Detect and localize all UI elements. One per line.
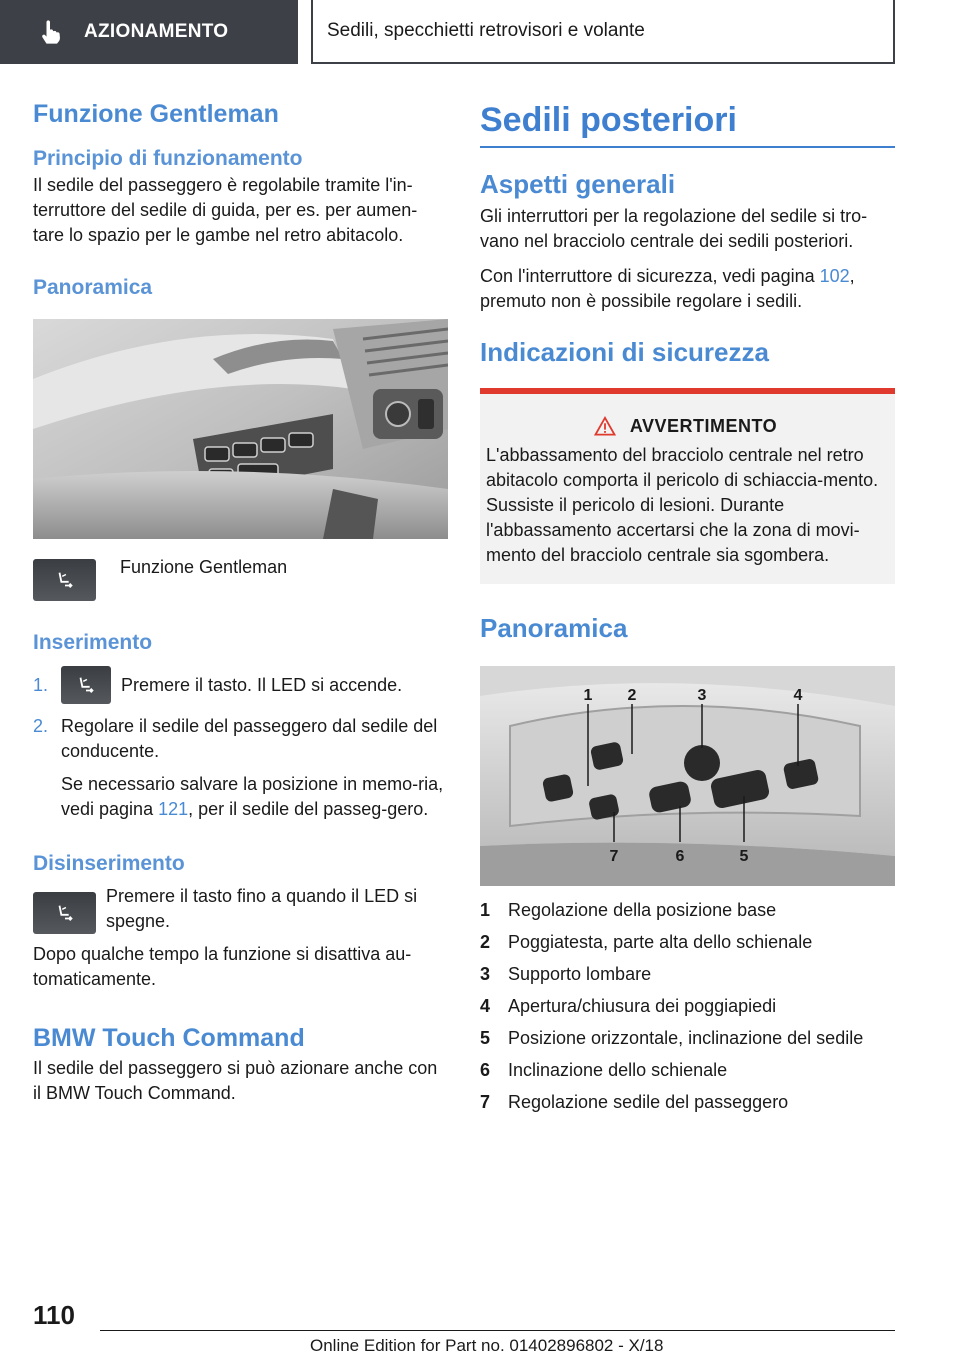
panoramica-heading-right: Panoramica — [480, 612, 628, 643]
touch-command-heading: BMW Touch Command — [33, 1023, 305, 1052]
chapter-title: Sedili, specchietti retrovisori e volante — [327, 20, 645, 41]
legend-item: 3 Supporto lombare — [480, 963, 652, 984]
page-link-102[interactable]: 102 — [819, 265, 850, 286]
principio-text: Il sedile del passeggero è regolabile tramite l'in-terruttore del sedile di guida, per es. per aumen-tare lo spazio per le gambe nel retro abitacolo. — [33, 174, 418, 245]
step-item: 1. Premere il tasto. Il LED si accende. — [33, 666, 448, 704]
step-item: 2. Regolare il sedile del passeggero dal sedile del conducente. Se necessario salvare la posizione in memo-ria, vedi pagina 121, per il sedile del passeg-gero. — [33, 714, 448, 822]
disinserimento-row — [33, 884, 448, 934]
gentleman-button-inline — [61, 666, 111, 704]
step2-note: Se necessario salvare la posizione in memo-ria, vedi pagina 121, per il sedile del passeg-gero. — [61, 774, 444, 820]
legend-item: 2 Poggiatesta, parte alta dello schienale — [480, 931, 813, 952]
warning-triangle-icon — [594, 416, 616, 436]
section-title: AZIONAMENTO — [84, 21, 229, 42]
page-number: 110 — [33, 1300, 75, 1330]
gentleman-button — [33, 892, 96, 934]
legend-item: 4 Apertura/chiusura dei poggiapiedi — [480, 995, 777, 1016]
callout-1: 1 — [583, 686, 593, 704]
legend-item: 5 Posizione orizzontale, inclinazione del sedile — [480, 1027, 864, 1048]
gentleman-button-caption: Funzione Gentleman — [120, 557, 288, 578]
chapter-header — [311, 0, 895, 64]
right-column — [480, 98, 895, 1118]
left-column — [33, 98, 448, 1106]
footer-divider — [100, 1330, 895, 1331]
inserimento-steps — [33, 666, 448, 822]
warning-box — [480, 394, 895, 584]
disinserimento-heading: Disinserimento — [33, 852, 185, 876]
controls-legend — [480, 894, 895, 1118]
legend-item: 7 Regolazione sedile del passeggero — [480, 1091, 789, 1112]
auto-off-text: Dopo qualche tempo la funzione si disattiva au-tomaticamente. — [33, 943, 412, 989]
generali-heading: Aspetti generali — [480, 169, 676, 200]
principio-heading: Principio di funzionamento — [33, 146, 303, 170]
legend-item: 6 Inclinazione dello schienale — [480, 1059, 728, 1080]
edition-text: Online Edition for Part no. 01402896802 - X/18 — [310, 1336, 664, 1355]
sicurezza-switch-text: Con l'interruttore di sicurezza, vedi pagina 102, premuto non è possibile regolare i sedili. — [480, 265, 855, 311]
door-panel-photo — [33, 319, 448, 539]
callout-5: 5 — [739, 847, 749, 865]
generali-text: Gli interruttori per la regolazione del sedile si tro-vano nel bracciolo centrale dei sedili posteriori. — [480, 205, 868, 251]
disinserimento-text: Premere il tasto fino a quando il LED si spegne. — [106, 885, 418, 931]
seat-gentleman-icon — [54, 569, 76, 591]
callout-3: 3 — [697, 686, 707, 704]
callout-7: 7 — [609, 847, 619, 865]
indicazioni-heading: Indicazioni di sicurezza — [480, 336, 769, 367]
seat-gentleman-icon — [54, 902, 76, 924]
callout-4: 4 — [793, 686, 803, 704]
inserimento-heading: Inserimento — [33, 631, 153, 655]
callout-6: 6 — [675, 847, 685, 865]
rear-seats-title: Sedili posteriori — [480, 98, 895, 148]
gentleman-heading: Funzione Gentleman — [33, 100, 279, 128]
touch-command-text: Il sedile del passeggero si può azionare anche con il BMW Touch Command. — [33, 1058, 438, 1104]
page-link-121[interactable]: 121 — [158, 799, 189, 820]
warning-text: L'abbassamento del bracciolo centrale nel retro abitacolo comporta il pericolo di schiaccia-mento. Sussiste il pericolo di lesioni. Durante l'abbassamento accertarsi che la zona di movi-mento del bracciolo centrale sia sgombera. — [486, 444, 879, 565]
warning-title: AVVERTIMENTO — [486, 416, 885, 437]
legend-item: 1 Regolazione della posizione base — [480, 899, 777, 920]
gentleman-button — [33, 559, 96, 601]
gentleman-button-row — [33, 559, 448, 601]
panoramica-heading-left: Panoramica — [33, 275, 153, 299]
hand-pointer-icon — [36, 18, 64, 46]
seat-gentleman-icon — [75, 674, 97, 696]
seat-controls-photo — [480, 666, 895, 886]
callout-2: 2 — [627, 686, 637, 704]
header-section-tab — [0, 0, 298, 64]
